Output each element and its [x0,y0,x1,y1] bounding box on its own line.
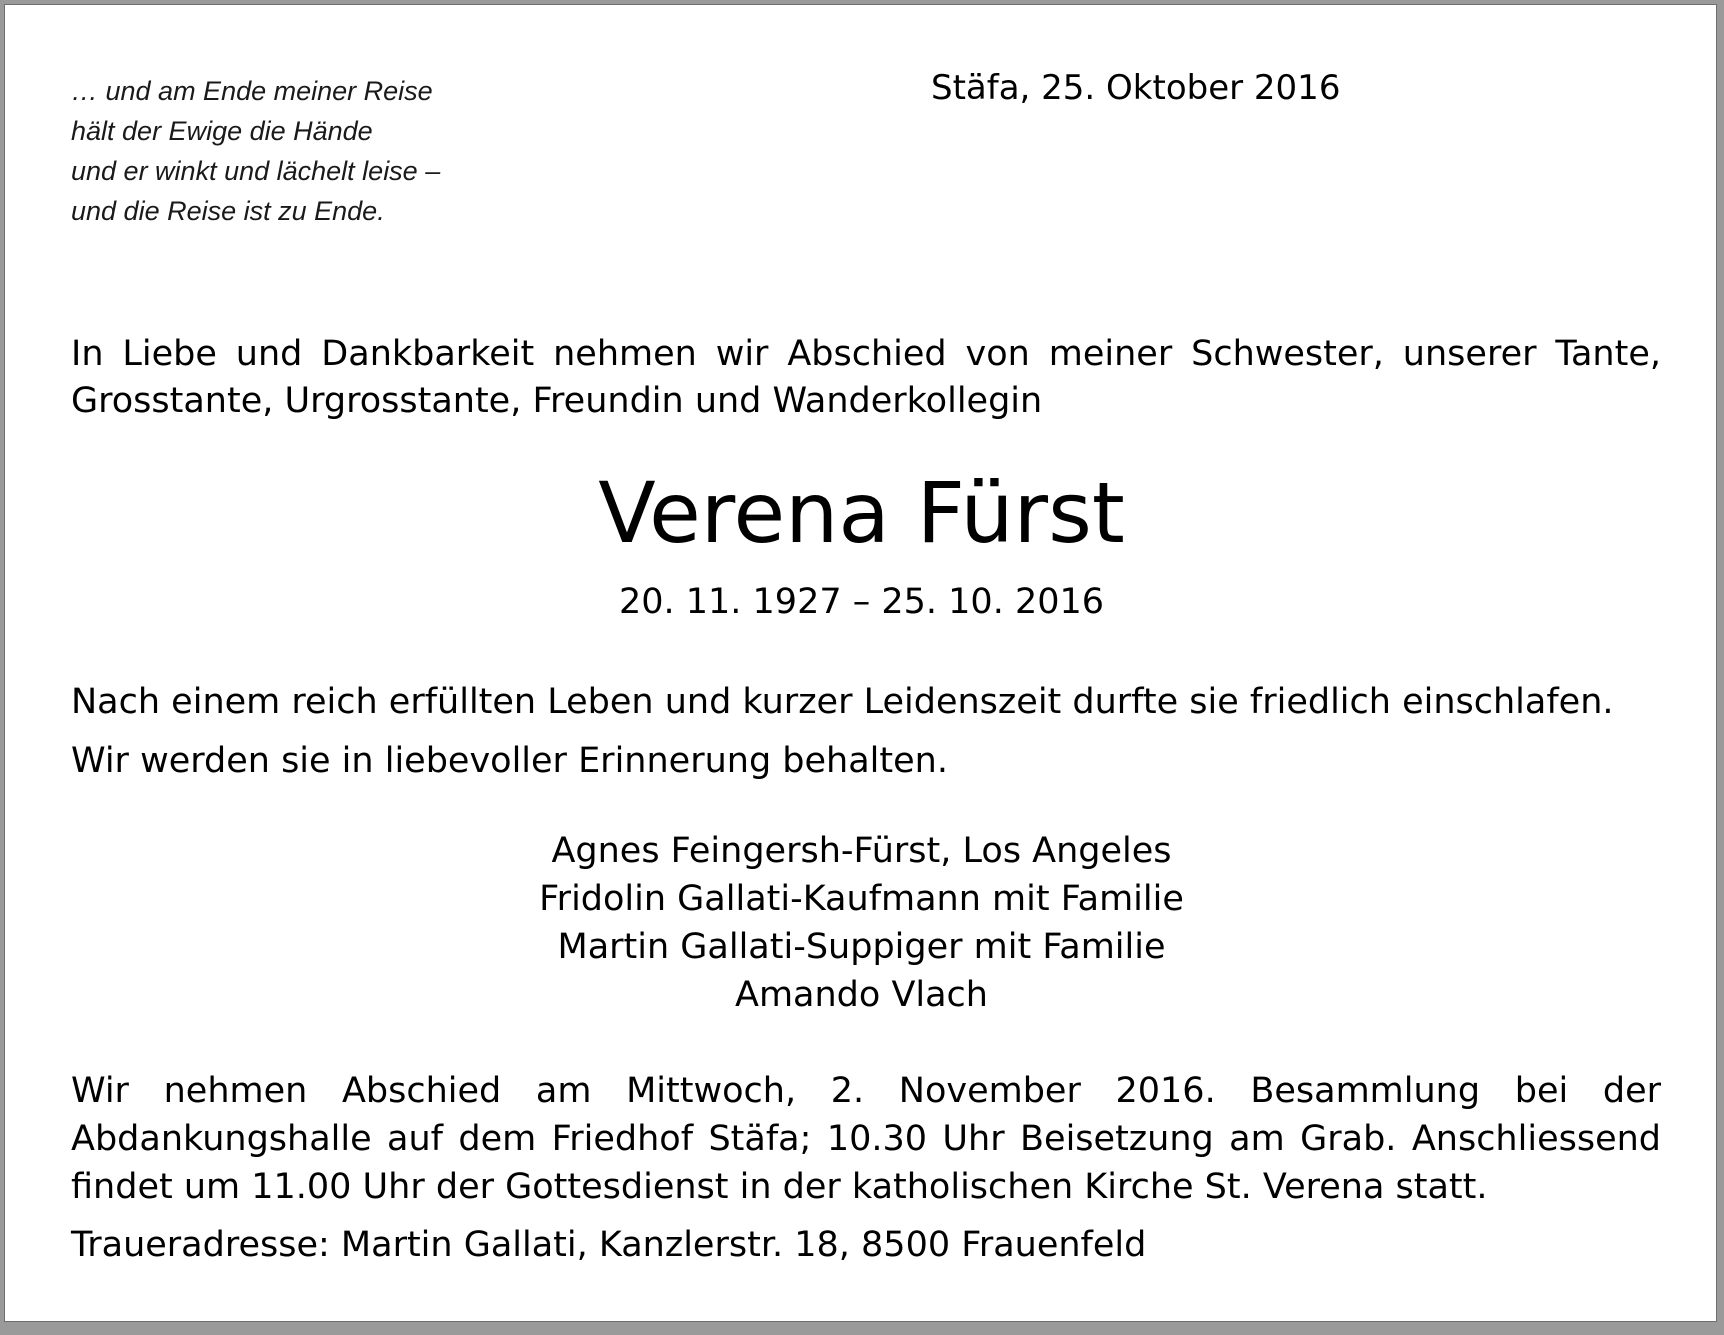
mourner-entry: Agnes Feingersh-Fürst, Los Angeles [551,831,1172,871]
deceased-name: Verena Fürst [598,464,1125,562]
intro-line: In Liebe und Dankbarkeit nehmen wir Abschied von meiner Schwester, unserer Tante, [71,334,1661,374]
mourner-entry: Amando Vlach [735,975,988,1015]
place-and-date: Stäfa, 25. Oktober 2016 [931,68,1341,108]
farewell-line: Wir nehmen Abschied am Mittwoch, 2. November 2016. Besammlung bei der [71,1071,1661,1111]
intro-paragraph [71,331,1661,425]
message-line: Wir werden sie in liebevoller Erinnerung behalten. [71,741,948,781]
poem-line: … und am Ende meiner Reise [71,76,433,106]
obituary-notice [4,4,1717,1322]
message-line: Nach einem reich erfüllten Leben und kurzer Leidenszeit durfte sie friedlich einschlafen. [71,682,1614,722]
mourner-entry: Fridolin Gallati-Kaufmann mit Familie [539,879,1184,919]
poem-line: und er winkt und lächelt leise – [71,156,441,186]
farewell-line: Abdankungshalle auf dem Friedhof Stäfa; 10.30 Uhr Beisetzung am Grab. Anschliessend [71,1119,1661,1159]
mourners-list [5,827,1718,1019]
poem-line: und die Reise ist zu Ende. [71,196,385,226]
mourning-address: Traueradresse: Martin Gallati, Kanzlerstr. 18, 8500 Frauenfeld [71,1225,1147,1265]
farewell-paragraph [71,1067,1661,1211]
mourner-entry: Martin Gallati-Suppiger mit Familie [557,927,1166,967]
poem-verse [71,71,591,231]
farewell-line: findet um 11.00 Uhr der Gottesdienst in der katholischen Kirche St. Verena statt. [71,1167,1488,1207]
life-dates: 20. 11. 1927 – 25. 10. 2016 [618,582,1105,622]
poem-line: hält der Ewige die Hände [71,116,373,146]
intro-line: Grosstante, Urgrosstante, Freundin und Wanderkollegin [71,381,1043,421]
message-paragraph [71,673,1671,791]
